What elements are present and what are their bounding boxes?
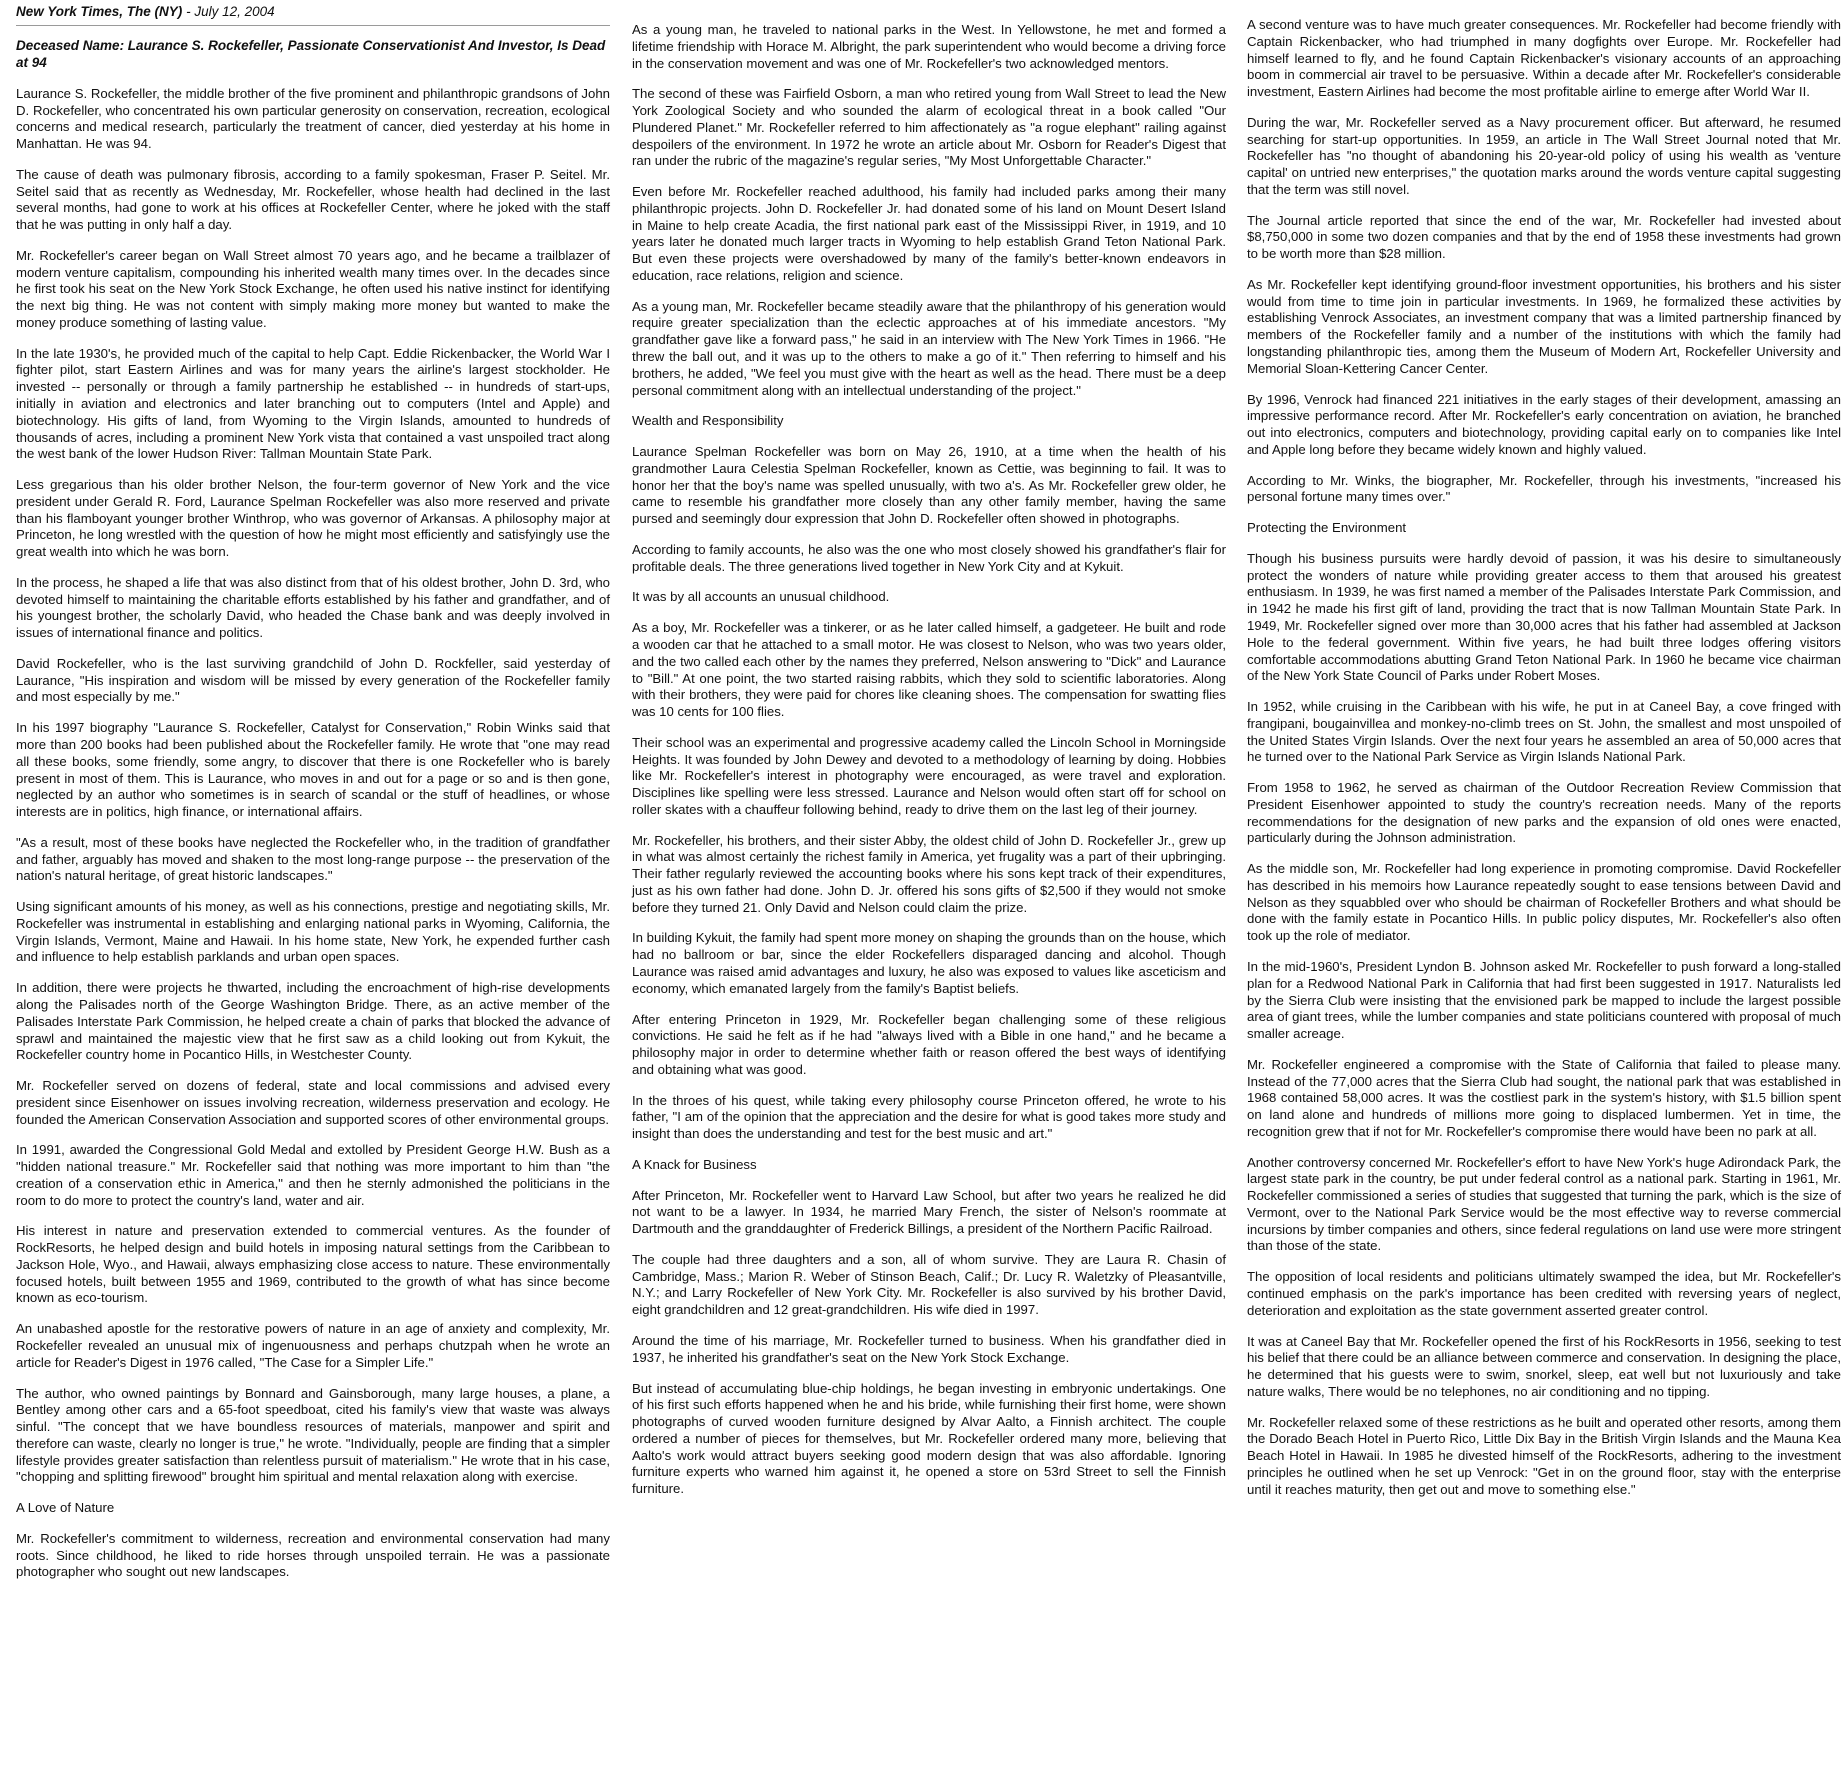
paragraph: According to family accounts, he also was the one who most closely showed his grandfather's flair for profitable deals. The three generations lived together in New York City and at Kykuit.: [632, 541, 1226, 574]
paragraph: In building Kykuit, the family had spent more money on shaping the grounds than on the house, which had no ballroom or bar, since the elder Rockefellers disparaged dancing and alcohol. Though Laurance was raised amid advantages and luxury, he also was exposed to values like asceticism and economy, which emanated largely from the family's Baptist beliefs.: [632, 930, 1226, 996]
paragraph: In 1991, awarded the Congressional Gold Medal and extolled by President George H.W. Bush as a "hidden national treasure." Mr. Rockefeller said that nothing was more important to him than "the creation of a conservation ethic in America," and then he sternly admonished the politicians in the room to do more to protect the country's land, water and air.: [16, 1142, 610, 1208]
paragraph: In addition, there were projects he thwarted, including the encroachment of high-rise developments along the Palisades north of the George Washington Bridge. There, as an active member of the Palisades Interstate Park Commission, he helped create a chain of parks that blocked the advance of sprawl and maintained the majestic view that he first saw as a child looking out from Kykuit, the Rockefeller country home in Pocantico Hills, in Westchester County.: [16, 980, 610, 1063]
source-line: [16, 3, 610, 26]
paragraph: After Princeton, Mr. Rockefeller went to Harvard Law School, but after two years he realized he did not want to be a lawyer. In 1934, he married Mary French, the sister of Nelson's roommate at Dartmouth and the granddaughter of Frederick Billings, a president of the Northern Pacific Railroad.: [632, 1187, 1226, 1237]
paragraph: From 1958 to 1962, he served as chairman of the Outdoor Recreation Review Commission that President Eisenhower appointed to study the country's recreation needs. Many of the reports recommendations for the designation of new parks and the expansion of old ones were enacted, particularly during the Johnson administration.: [1247, 780, 1841, 846]
paragraph: Another controversy concerned Mr. Rockefeller's effort to have New York's huge Adirondack Park, the largest state park in the country, be put under federal control as a national park. Starting in 1961, Mr. Rockefeller commissioned a series of studies that suggested that turning the park, which is the size of Vermont, over to the National Park Service would be the most effective way to reverse commercial incursions by timber companies and others, since federal regulations on land use were more stringent than those of the state.: [1247, 1154, 1841, 1254]
paragraph: David Rockefeller, who is the last surviving grandchild of John D. Rockfeller, said yesterday of Laurance, "His inspiration and wisdom will be missed by every generation of the Rockefeller family and most especially by me.": [16, 655, 610, 705]
paragraph: The opposition of local residents and politicians ultimately swamped the idea, but Mr. Rockefeller's continued emphasis on the park's importance has been credited with reversing years of neglect, deterioration and exploitation as the state government asserted greater control.: [1247, 1269, 1841, 1318]
paragraph: It was at Caneel Bay that Mr. Rockefeller opened the first of his RockResorts in 1956, seeking to test his belief that there could be an alliance between commerce and conservation. In designing the place, he determined that his guests were to swim, snorkel, sleep, eat well but not luxuriously and take nature walks, There would be no telephones, no air conditioning and no tipping.: [1247, 1333, 1841, 1399]
paragraph: Laurance Spelman Rockefeller was born on May 26, 1910, at a time when the health of his grandmother Laura Celestia Spelman Rockefeller, known as Cettie, was beginning to fail. It was to honor her that the boy's name was spelled unusually, with two a's. As Mr. Rockefeller grew older, he came to resemble his grandfather more closely than any other family member, having the same pursed and seemingly dour expression that John D. Rockefeller often showed in photographs.: [632, 444, 1226, 527]
paragraph: As a boy, Mr. Rockefeller was a tinkerer, or as he later called himself, a gadgeteer. He built and rode a wooden car that he attached to a small motor. He was closest to Nelson, who was two years older, and the two called each other by the names they preferred, Nelson answering to "Dick" and Laurance to "Bill." At one point, the two started raising rabbits, which they sold to scientific laboratories. Along with their brothers, they were paid for chores like cleaning shoes. The compensation for swatting flies was 10 cents for 100 flies.: [632, 620, 1226, 720]
paragraph: As a young man, Mr. Rockefeller became steadily aware that the philanthropy of his generation would require greater specialization than the eclectic approaches at of his immediate ancestors. "My grandfather gave like a forward pass," he said in an interview with The New York Times in 1966. "He threw the ball out, and it was up to the others to make a go of it." Then referring to himself and his brothers, he added, "We feel you must give with the heart as well as the head. There must be a deep personal commitment along with an intellectual understanding of the project.": [632, 298, 1226, 398]
paragraph: The Journal article reported that since the end of the war, Mr. Rockefeller had invested about $8,750,000 in some two dozen companies and that by the end of 1958 these investments had grown to be worth more than $28 million.: [1247, 212, 1841, 262]
publication-name: New York Times, The (NY): [16, 4, 183, 19]
article-column-3: [1247, 17, 1841, 1512]
paragraph: During the war, Mr. Rockefeller served as a Navy procurement officer. But afterward, he resumed searching for start-up opportunities. In 1959, an article in The Wall Street Journal noted that Mr. Rockefeller has "no thought of abandoning his 20-year-old policy of using his wealth as 'venture capital' on untried new enterprises," the quotation marks around the words venture capital suggesting that the term was still novel.: [1247, 114, 1841, 197]
headline: Deceased Name: Laurance S. Rockefeller, Passionate Conservationist And Investor, Is Dead at 94: [16, 38, 606, 70]
publication-date: July 12, 2004: [194, 4, 275, 19]
paragraph: In the throes of his quest, while taking every philosophy course Princeton offered, he wrote to his father, "I am of the opinion that the appreciation and the desire for what is good takes more study and insight than does the understanding and test for the best music and art.": [632, 1092, 1226, 1142]
paragraph: Though his business pursuits were hardly devoid of passion, it was his desire to simultaneously protect the wonders of nature while providing greater access to them that aroused his greatest enthusiasm. In 1939, he was first named a member of the Palisades Interstate Park Commission, and in 1942 he made his first gift of land, providing the tract that is now Tallman Mountain State Park. In 1949, Mr. Rockefeller signed over more than 30,000 acres that his father had assembled at Jackson Hole to the federal government. Within five years, he had built three lodges offering visitors comfortable accommodations abutting Grand Teton National Park. In 1960 he became vice chairman of the New York State Council of Parks under Robert Moses.: [1247, 550, 1841, 684]
paragraph: Mr. Rockefeller's career began on Wall Street almost 70 years ago, and he became a trailblazer of modern venture capitalism, compounding his inherited wealth many times over. In the decades since he first took his seat on the New York Stock Exchange, he often used his native instinct for identifying the next big thing. He was not content with simply making more money but wanted to make the money produce something of lasting value.: [16, 247, 610, 330]
paragraph: Mr. Rockefeller, his brothers, and their sister Abby, the oldest child of John D. Rockefeller Jr., grew up in what was almost certainly the richest family in America, yet frugality was a part of their upbringing. Their father regularly reviewed the accounting books where his sons kept track of their expenditures, just as his own father had done. John D. Jr. offered his sons gifts of $2,500 if they would not smoke before they turned 21. Only David and Nelson could claim the prize.: [632, 832, 1226, 915]
article-column-1: [16, 0, 610, 1595]
paragraph: Even before Mr. Rockefeller reached adulthood, his family had included parks among their many philanthropic projects. John D. Rockefeller Jr. had donated some of his land on Mount Desert Island in Maine to help create Acadia, the first national park east of the Mississippi River, in 1919, and 10 years later he donated much larger tracts in Wyoming to help establish Grand Teton National Park. But even these projects were overshadowed by many of the family's better-known endeavors in education, race relations, religion and science.: [632, 184, 1226, 283]
section-heading: Wealth and Responsibility: [632, 413, 784, 429]
paragraph: Mr. Rockefeller relaxed some of these restrictions as he built and operated other resorts, among them the Dorado Beach Hotel in Puerto Rico, Little Dix Bay in the British Virgin Islands and the Mauna Kea Beach Hotel in Hawaii. In 1985 he divested himself of the RockResorts, adhering to the investment principles he outlined when he set up Venrock: "Get in on the ground floor, stay with the enterprise until it reaches maturity, then get out and move to something else.": [1247, 1414, 1841, 1497]
paragraph: The author, who owned paintings by Bonnard and Gainsborough, many large houses, a plane, a Bentley among other cars and a 65-foot speedboat, cited his family's view that waste was always sinful. "The concept that we have boundless resources of materials, manpower and spirit and therefore can waste, clearly no longer is true," he wrote. "Individually, people are finding that a simpler lifestyle provides greater satisfaction than relentless pursuit of materialism." He wrote that in his case, "chopping and splitting firewood" brought him spiritual and mental relaxation along with exercise.: [16, 1385, 610, 1485]
paragraph: An unabashed apostle for the restorative powers of nature in an age of anxiety and complexity, Mr. Rockefeller revealed an unusual mix of ingenuousness and perhaps chutzpah when he wrote an article for Reader's Digest in 1976 called, "The Case for a Simpler Life.": [16, 1321, 610, 1370]
paragraph: A second venture was to have much greater consequences. Mr. Rockefeller had become friendly with Captain Rickenbacker, who had triumphed in many dogfights over Europe. Mr. Rockefeller had himself learned to fly, and he found Captain Rickenbacker's visionary accounts of an approaching boom in commercial air travel to be persuasive. Within a decade after Mr. Rockefeller's considerable investment, Eastern Airlines had become the most profitable airline to emerge after World War II.: [1247, 17, 1841, 100]
paragraph: In 1952, while cruising in the Caribbean with his wife, he put in at Caneel Bay, a cove fringed with frangipani, bougainvillea and monkey-no-climb trees on St. John, the smallest and most unspoiled of the United States Virgin Islands. Over the next four years he assembled an area of 50,000 acres that he turned over to the National Park Service as Virgin Islands National Park.: [1247, 699, 1841, 765]
paragraph: The second of these was Fairfield Osborn, a man who retired young from Wall Street to lead the New York Zoological Society and who sounded the alarm of ecological threat in a book called "Our Plundered Planet." Mr. Rockefeller referred to him affectionately as "a rogue elephant" railing against despoilers of the environment. In 1972 he wrote an article about Mr. Osborn for Reader's Digest that ran under the rubric of the magazine's regular series, "My Most Unforgettable Character.": [632, 86, 1226, 169]
paragraph: The cause of death was pulmonary fibrosis, according to a family spokesman, Fraser P. Seitel. Mr. Seitel said that as recently as Wednesday, Mr. Rockefeller, whose health had declined in the last several months, had gone to work at his offices at Rockefeller Center, where he joked with the staff that he was putting in only half a day.: [16, 166, 610, 233]
paragraph: As the middle son, Mr. Rockefeller had long experience in promoting compromise. David Rockefeller has described in his memoirs how Laurance repeatedly sought to ease tensions between David and Nelson as they squabbled over who should be chairman of Rockefeller Brothers and what should be done with the family estate in Pocantico Hills. In public policy disputes, Mr. Rockefeller's also often took up the role of mediator.: [1247, 861, 1841, 944]
section-heading: A Knack for Business: [632, 1156, 757, 1172]
paragraph: "As a result, most of these books have neglected the Rockefeller who, in the tradition of grandfather and father, arguably has moved and shaken to the most long-range purpose -- the preservation of the nation's natural heritage, of great historic landscapes.": [16, 834, 610, 884]
column-2-body: [632, 22, 1226, 1498]
paragraph: By 1996, Venrock had financed 221 initiatives in the early stages of their development, amassing an impressive performance record. After Mr. Rockefeller's early concentration on aviation, he branched out into electronics, computers and biotechnology, providing capital early on to companies like Intel and Apple long before they became widely known and highly valued.: [1247, 391, 1841, 457]
paragraph: His interest in nature and preservation extended to commercial ventures. As the founder of RockResorts, he helped design and build hotels in imposing natural settings from the Caribbean to Jackson Hole, Wyo., and Hawaii, always emphasizing close access to nature. These environmentally focused hotels, built between 1955 and 1969, contributed to the growth of what has since become known as eco-tourism.: [16, 1223, 610, 1306]
paragraph: It was by all accounts an unusual childhood.: [632, 589, 890, 605]
paragraph: Laurance S. Rockefeller, the middle brother of the five prominent and philanthropic grandsons of John D. Rockefeller, who concentrated his own particular generosity on conservation, recreation, ecological concerns and medical research, particularly the treatment of cancer, died yesterday at his home in Manhattan. He was 94.: [16, 85, 610, 152]
paragraph: In the process, he shaped a life that was also distinct from that of his oldest brother, John D. 3rd, who devoted himself to maintaining the charitable efforts established by his father and grandfather, and of his youngest brother, the scholarly David, who headed the Chase bank and was deeply involved in issues of international finance and politics.: [16, 574, 610, 641]
section-heading: A Love of Nature: [16, 1500, 115, 1516]
paragraph: Less gregarious than his older brother Nelson, the four-term governor of New York and the vice president under Gerald R. Ford, Laurance Spelman Rockefeller was also more reserved and private than his flamboyant younger brother Winthrop, who was governor of Arkansas. A philosophy major at Princeton, he long wrestled with the question of how he might most efficiently and satisfyingly use the great wealth into which he was born.: [16, 477, 610, 560]
paragraph: In his 1997 biography "Laurance S. Rockefeller, Catalyst for Conservation," Robin Winks said that more than 200 books had been published about the Rockefeller family. He wrote that "one may read all these books, some friendly, some angry, to discover that there is one Rockefeller who is barely present in most of them. This is Laurance, who moves in and out for a page or so and is then gone, neglected by an author who sometimes is in search of scandal or the stuff of headlines, or whose interests are in politics, high finance, or international affairs.: [16, 720, 610, 820]
paragraph: The couple had three daughters and a son, all of whom survive. They are Laura R. Chasin of Cambridge, Mass.; Marion R. Weber of Stinson Beach, Calif.; Dr. Lucy R. Waletzky of Pleasantville, N.Y.; and Larry Rockefeller of New York City. Mr. Rockefeller is also survived by his brother David, eight grandchildren and 12 great-grandchildren. His wife died in 1997.: [632, 1251, 1226, 1318]
paragraph: Mr. Rockefeller's commitment to wilderness, recreation and environmental conservation had many roots. Since childhood, he liked to ride horses through unspoiled terrain. He was a passionate photographer who sought out new landscapes.: [16, 1530, 610, 1580]
paragraph: After entering Princeton in 1929, Mr. Rockefeller began challenging some of these religious convictions. He said he felt as if he had "always lived with a Bible in one hand," and he became a philosophy major in order to determine whether faith or reason offered the best ways of identifying and obtaining what was good.: [632, 1011, 1226, 1077]
source-separator: -: [182, 4, 195, 19]
paragraph: In the mid-1960's, President Lyndon B. Johnson asked Mr. Rockefeller to push forward a long-stalled plan for a Redwood National Park in California that had first been suggested in 1917. Naturalists led by the Sierra Club were insisting that the envisioned park be mapped to include the largest possible area of giant trees, while the lumber companies and state politicians countered with proposal of much smaller acreage.: [1247, 958, 1841, 1042]
column-3-body: [1247, 17, 1841, 1498]
paragraph: Around the time of his marriage, Mr. Rockefeller turned to business. When his grandfather died in 1937, he inherited his grandfather's seat on the New York Stock Exchange.: [632, 1333, 1226, 1365]
paragraph: Mr. Rockefeller served on dozens of federal, state and local commissions and advised every president since Eisenhower on issues involving recreation, wilderness preservation and ecology. He founded the American Conservation Association and supported scores of other environmental groups.: [16, 1078, 610, 1127]
paragraph: According to Mr. Winks, the biographer, Mr. Rockefeller, through his investments, "increased his personal fortune many times over.": [1247, 472, 1841, 505]
article-column-2: [632, 22, 1226, 1512]
section-heading: Protecting the Environment: [1247, 520, 1407, 536]
paragraph: But instead of accumulating blue-chip holdings, he began investing in embryonic undertakings. One of his first such efforts happened when he and his bride, while furnishing their first home, were shown photographs of curved wooden furniture designed by Alvar Aalto, a Finnish architect. The couple ordered a number of pieces for themselves, but Mr. Rockefeller ordered many more, believing that Aalto's work would attract buyers seeking good modern design that was also affordable. Ignoring furniture experts who warned him against it, he opened a store on 53rd Street to sell the Finnish furniture.: [632, 1380, 1226, 1497]
paragraph: Their school was an experimental and progressive academy called the Lincoln School in Morningside Heights. It was founded by John Dewey and devoted to a methodology of learning by doing. Hobbies like Mr. Rockefeller's interest in photography were encouraged, as were travel and exploration. Disciplines like spelling were less stressed. Laurance and Nelson would often start off for school on roller skates with a chauffeur following behind, ready to drive them on the last leg of their journey.: [632, 734, 1226, 817]
paragraph: Mr. Rockefeller engineered a compromise with the State of California that failed to please many. Instead of the 77,000 acres that the Sierra Club had sought, the national park that was established in 1968 contained 58,000 acres. It was the costliest park in the system's history, with $1.5 billion spent on land alone and hundreds of millions more going to displaced lumbermen. Yet in time, the recognition grew that if not for Mr. Rockefeller's compromise there would have been no park at all.: [1247, 1056, 1841, 1139]
paragraph: In the late 1930's, he provided much of the capital to help Capt. Eddie Rickenbacker, the World War I fighter pilot, start Eastern Airlines and was for many years the airline's largest stockholder. He invested -- personally or through a family partnership he established -- in hundreds of start-ups, initially in aviation and electronics and later branching out to computers (Intel and Apple) and biotechnology. His gifts of land, from Wyoming to the Virgin Islands, amounted to hundreds of thousands of acres, including a prominent New York vista that contained a vast unspoiled tract along the west bank of the lower Hudson River: Tallman Mountain State Park.: [16, 345, 610, 462]
paragraph: As Mr. Rockefeller kept identifying ground-floor investment opportunities, his brothers and his sister would from time to time join in particular investments. In 1969, he formalized these activities by establishing Venrock Associates, an investment company that was a limited partnership financed by members of the Rockefeller family and a number of the institutions with which the family had longstanding philanthropic ties, among them the Museum of Modern Art, Rockefeller University and Memorial Sloan-Kettering Cancer Center.: [1247, 276, 1841, 376]
paragraph: Using significant amounts of his money, as well as his connections, prestige and negotiating skills, Mr. Rockefeller was instrumental in establishing and enlarging national parks in Wyoming, California, the Virgin Islands, Vermont, Maine and Hawaii. In his home state, New York, he expended further cash and influence to help establish parklands and urban open spaces.: [16, 899, 610, 965]
column-1-body: [16, 86, 610, 1581]
paragraph: As a young man, he traveled to national parks in the West. In Yellowstone, he met and formed a lifetime friendship with Horace M. Albright, the park superintendent who would become a driving force in the conservation movement and was one of Mr. Rockefeller's two acknowledged mentors.: [632, 22, 1226, 71]
